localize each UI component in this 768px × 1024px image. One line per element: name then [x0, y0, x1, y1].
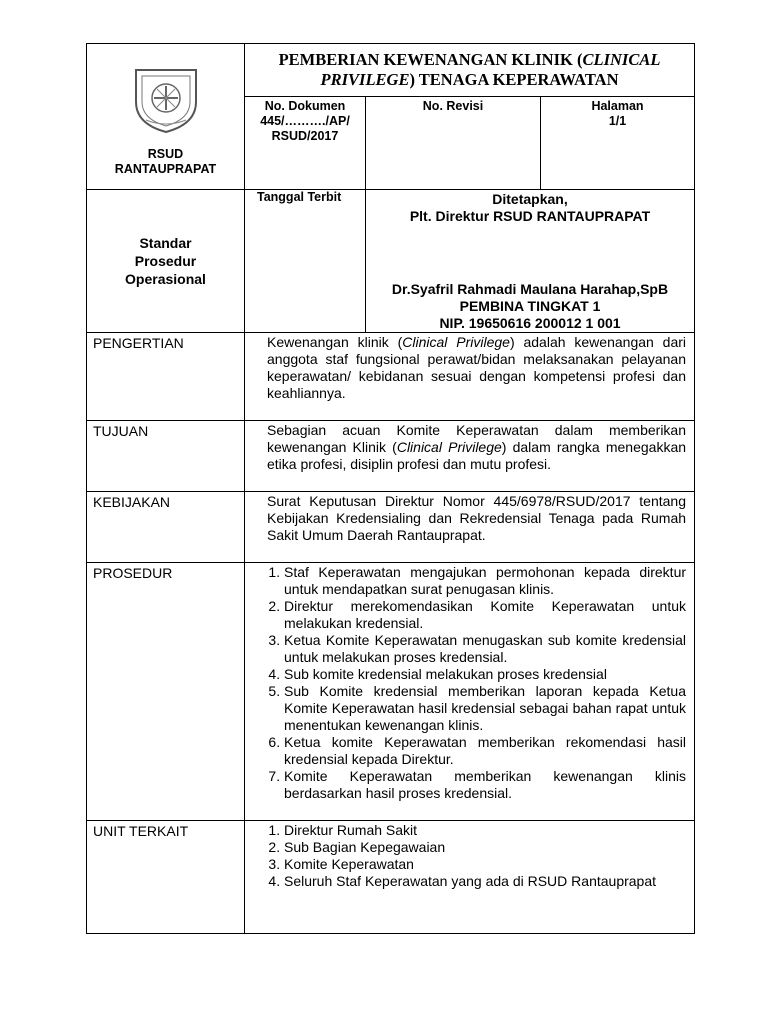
revision-label: No. Revisi [422, 99, 484, 113]
prosedur-list [267, 564, 686, 802]
page-cell [541, 97, 695, 190]
sop-document [86, 43, 694, 934]
issue-date-label: Tanggal Terbit [257, 190, 342, 204]
prosedur-step: 1. Staf Keperawatan mengajukan permohonan kepada direktur untuk mendapatkan surat penugasan klinis. [284, 564, 686, 598]
tujuan-text: Sebagian acuan Komite Keperawatan dalam memberikan kewenangan Klinik (Clinical Privilege) dalam rangka menegakkan etika profesi, disiplin profesi dan mutu profesi. [245, 421, 695, 492]
approver-title: Plt. Direktur RSUD RANTAUPRAPAT [409, 208, 651, 224]
sop-label: Standar Prosedur Operasional [125, 235, 206, 287]
prosedur-label: PROSEDUR [87, 563, 245, 821]
hospital-name: RSUD RANTAUPRAPAT [114, 147, 217, 176]
document-number-value: 445/………./AP/ RSUD/2017 [260, 114, 350, 143]
sop-table [86, 43, 695, 934]
page-value: 1/1 [608, 114, 627, 128]
prosedur-step: 3. Ketua Komite Keperawatan menugaskan sub komite kredensial untuk melakukan proses kredensial. [284, 632, 686, 666]
document-number-label: No. Dokumen [264, 99, 346, 113]
approval-cell [366, 190, 695, 333]
prosedur-step: 5. Sub Komite kredensial memberikan laporan kepada Ketua Komite Keperawatan hasil kredensial sebagai bahan rapat untuk menentukan kewenangan klinis. [284, 683, 686, 734]
hospital-logo [126, 62, 206, 134]
unit-item: 4. Seluruh Staf Keperawatan yang ada di RSUD Rantauprapat [284, 873, 686, 890]
prosedur-cell [245, 563, 695, 821]
issue-date-cell [245, 190, 366, 333]
document-number-cell [245, 97, 366, 190]
prosedur-step: 4. Sub komite kredensial melakukan proses kredensial [284, 666, 686, 683]
unit-terkait-cell [245, 821, 695, 934]
prosedur-step: 7. Komite Keperawatan memberikan kewenangan klinis berdasarkan hasil proses kredensial. [284, 768, 686, 802]
revision-cell [366, 97, 541, 190]
approved-label: Ditetapkan, [492, 191, 568, 207]
sop-label-cell [87, 190, 245, 333]
unit-item: 2. Sub Bagian Kepegawaian [284, 839, 686, 856]
kebijakan-text: Surat Keputusan Direktur Nomor 445/6978/RSUD/2017 tentang Kebijakan Kredensialing dan Rekredensial Tenaga pada Rumah Sakit Umum Daerah Rantauprapat. [245, 492, 695, 563]
page-label: Halaman [591, 99, 644, 113]
unit-item: 1. Direktur Rumah Sakit [284, 822, 686, 839]
tujuan-label: TUJUAN [87, 421, 245, 492]
document-title: PEMBERIAN KEWENANGAN KLINIK (CLINICAL PRIVILEGE) TENAGA KEPERAWATAN [245, 44, 695, 97]
signer-rank: PEMBINA TINGKAT 1 [459, 298, 601, 314]
logo-cell [87, 44, 245, 190]
prosedur-step: 2. Direktur merekomendasikan Komite Keperawatan untuk melakukan kredensial. [284, 598, 686, 632]
pengertian-label: PENGERTIAN [87, 333, 245, 421]
prosedur-step: 6. Ketua komite Keperawatan memberikan rekomendasi hasil kredensial kepada Direktur. [284, 734, 686, 768]
unit-terkait-label: UNIT TERKAIT [87, 821, 245, 934]
unit-item: 3. Komite Keperawatan [284, 856, 686, 873]
signer-nip: NIP. 19650616 200012 1 001 [439, 315, 621, 331]
pengertian-text: Kewenangan klinik (Clinical Privilege) adalah kewenangan dari anggota staf fungsional perawat/bidan melaksanakan pelayanan keperawatan/ kebidanan sesuai dengan kompetensi profesi dan keahliannya. [245, 333, 695, 421]
kebijakan-label: KEBIJAKAN [87, 492, 245, 563]
signer-name: Dr.Syafril Rahmadi Maulana Harahap,SpB [391, 281, 669, 297]
unit-terkait-list [267, 822, 686, 890]
